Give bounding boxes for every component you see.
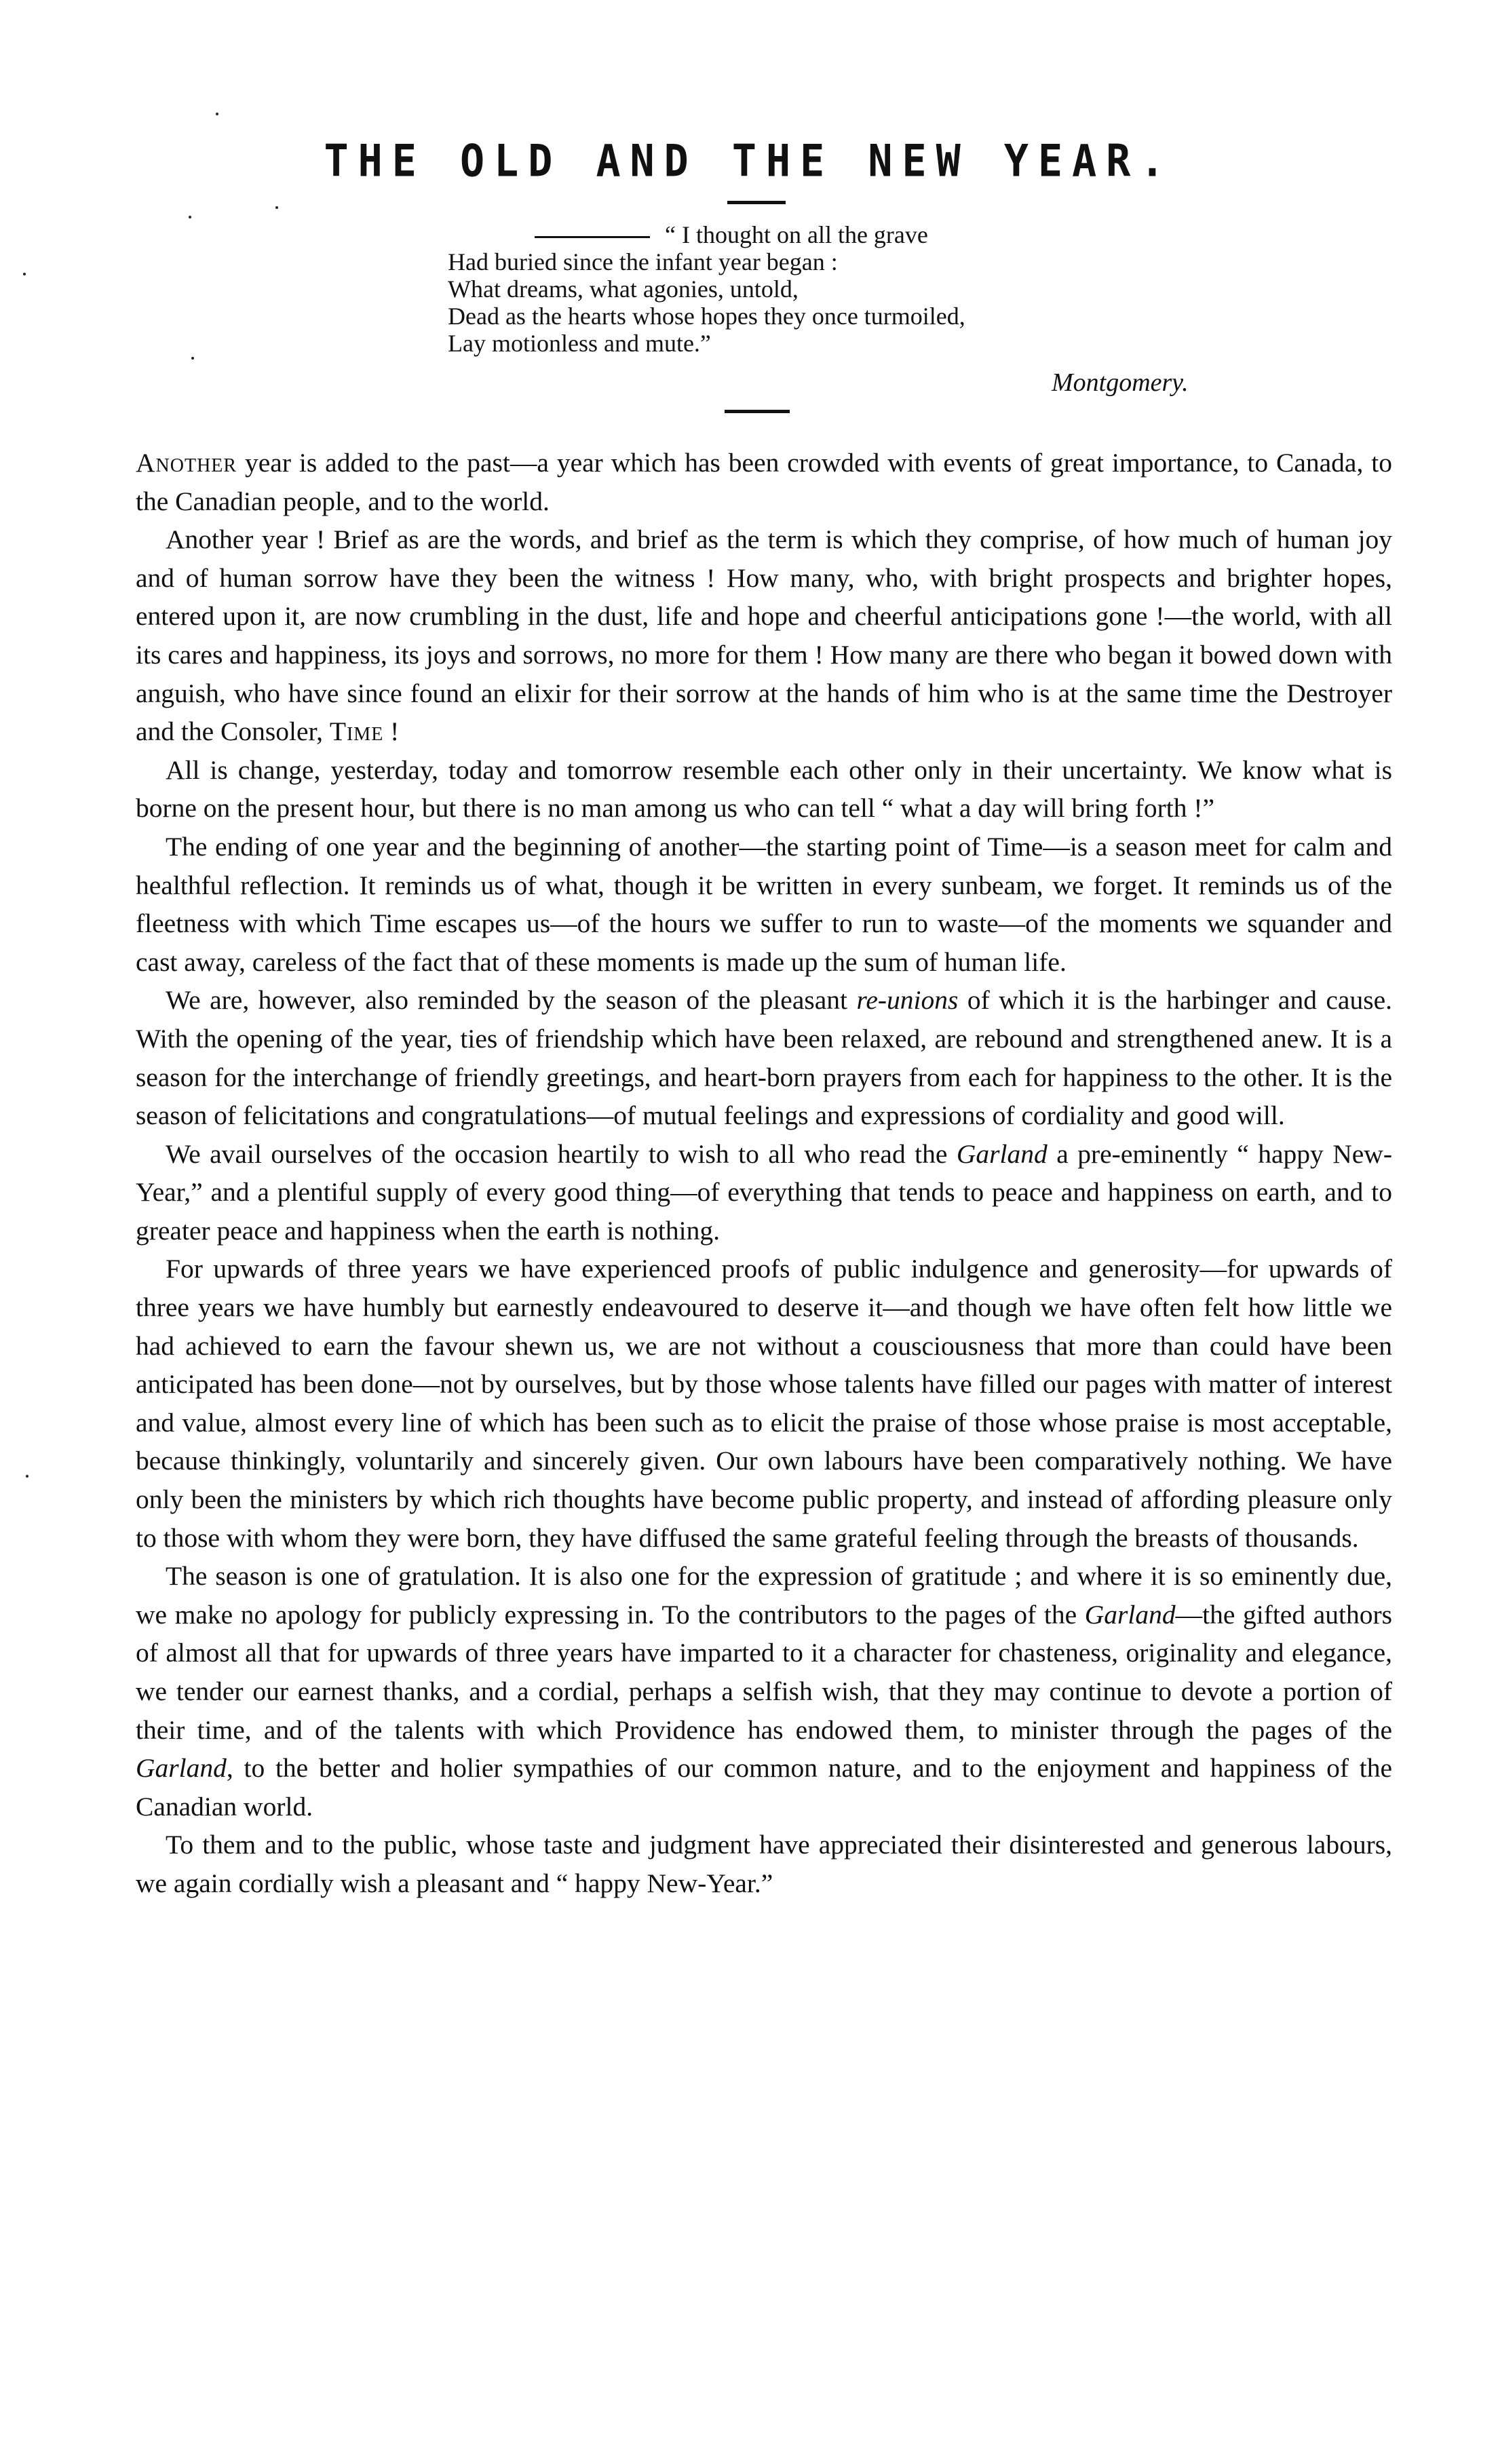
paragraph: [136, 520, 1392, 751]
epigraph-line-text: “ I thought on all the grave: [665, 221, 928, 248]
title-rule: [727, 201, 786, 204]
paragraph-text: The season is one of gratulation. It is also one for the expression of gratitude ; and where it is so eminently due, we make no apology for publicly expressing in. To the contributors to the pages of the: [136, 1561, 1392, 1630]
epigraph-line: Had buried since the infant year began :: [448, 248, 838, 275]
paragraph: [136, 981, 1392, 1134]
drop-lead-word: Another: [136, 448, 237, 478]
paragraph-text: a pre-eminently “ happy New-Year,” and a plentiful supply of every good thing—of everything that tends to peace and happiness on earth, and to greater peace and happiness when the earth is nothing.: [136, 1138, 1392, 1246]
print-speck: [191, 357, 194, 360]
epigraph-dash: [535, 236, 650, 238]
paragraph: [136, 751, 1392, 828]
epigraph: [448, 221, 1282, 357]
print-speck: [216, 113, 218, 115]
paragraph-text: —the gifted authors of almost all that for upwards of three years have imparted to it a character for chasteness, originality and elegance, we tender our earnest thanks, and a cordial, perhaps a selfish wish, that they may continue to devote a portion of their time, and of the talents with which Providence has endowed them, to minister through the pages of the: [136, 1599, 1392, 1745]
epigraph-attribution: Montgomery.: [1052, 368, 1189, 397]
paragraph: [136, 444, 1392, 520]
paragraph-text: !: [383, 716, 400, 747]
paragraph-text: For upwards of three years we have experienced proofs of public indulgence and generosity—for upwards of three years we have humbly but earnestly endeavoured to deserve it—and though we have often felt how little we had achieved to earn the favour shewn us, we are not without a cousciousness that more than could have been anticipated has been done—not by ourselves, but by those whose talents have filled our pages with matter of interest and value, almost every line of which has been such as to elicit the praise of those whose praise is most acceptable, because thinkingly, voluntarily and sincerely given. Our own labours have been comparatively nothing. We have only been the ministers by which rich thoughts have become public property, and instead of affording pleasure only to those with whom they were born, they have diffused the same grateful feeling through the breasts of thousands.: [136, 1254, 1392, 1553]
section-rule: [725, 410, 790, 413]
paragraph-text: of which it is the harbinger and cause. With the opening of the year, ties of friendship which have been relaxed, are rebound and strengthened anew. It is a season for the interchange of friendly greetings, and heart-born prayers from each for happiness to the other. It is the season of felicitations and congratulations—of mutual feelings and expressions of cordiality and good will.: [136, 985, 1392, 1131]
italic-phrase: re-unions: [856, 985, 959, 1016]
print-speck: [189, 216, 191, 218]
paragraph: [136, 1135, 1392, 1250]
paragraph-text: The ending of one year and the beginning of another—the starting point of Time—is a season meet for calm and healthful reflection. It reminds us of what, though it be written in every sunbeam, we forget. It reminds us of the fleetness with which Time escapes us—of the hours we suffer to run to waste—of the moments we squander and cast away, careless of the fact that of these moments is made up the sum of human life.: [136, 831, 1392, 977]
epigraph-line: Dead as the hearts whose hopes they once turmoiled,: [448, 303, 965, 330]
epigraph-line: What dreams, what agonies, untold,: [448, 275, 799, 303]
article-body: [136, 444, 1392, 1903]
paragraph: [136, 828, 1392, 981]
italic-phrase: Garland: [956, 1138, 1048, 1169]
small-caps-word: Time: [329, 716, 384, 747]
paragraph: [136, 1557, 1392, 1826]
italic-phrase: Garland: [136, 1753, 227, 1784]
paragraph-text: Another year ! Brief as are the words, and brief as the term is which they comprise, of how much of human joy and of human sorrow have they been the witness ! How many, who, with bright prospects and brighter hopes, entered upon it, are now crumbling in the dust, life and hope and cheerful anticipations gone !—the world, with all its cares and happiness, its joys and sorrows, no more for them ! How many are there who began it bowed down with anguish, who have since found an elixir for their sorrow at the hands of him who is at the same time the Destroyer and the Consoler,: [136, 524, 1392, 747]
paragraph: [136, 1250, 1392, 1557]
paragraph-text: We are, however, also reminded by the season of the pleasant: [166, 985, 857, 1016]
paragraph-text: All is change, yesterday, today and tomorrow resemble each other only in their uncertainty. We know what is borne on the present hour, but there is no man among us who can tell “ what a day will bring forth !”: [136, 754, 1392, 824]
article-title: THE OLD AND THE NEW YEAR.: [324, 136, 1174, 187]
italic-phrase: Garland: [1084, 1599, 1176, 1630]
paragraph-text: , to the better and holier sympathies of our common nature, and to the enjoyment and happiness of the Canadian world.: [136, 1753, 1392, 1822]
paragraph: [136, 1826, 1392, 1902]
paragraph-text: To them and to the public, whose taste and judgment have appreciated their disinterested and generous labours, we again cordially wish a pleasant and “ happy New-Year.”: [136, 1830, 1392, 1898]
epigraph-line: [448, 221, 1282, 248]
paragraph-text: We avail ourselves of the occasion heartily to wish to all who read the: [166, 1138, 957, 1169]
paragraph-text: year is added to the past—a year which has been crowded with events of great importance, to Canada, to the Canadian people, and to the world.: [136, 448, 1392, 516]
print-speck: [23, 273, 26, 275]
print-speck: [275, 206, 278, 209]
print-speck: [26, 1475, 28, 1478]
epigraph-line: Lay motionless and mute.”: [448, 330, 711, 357]
